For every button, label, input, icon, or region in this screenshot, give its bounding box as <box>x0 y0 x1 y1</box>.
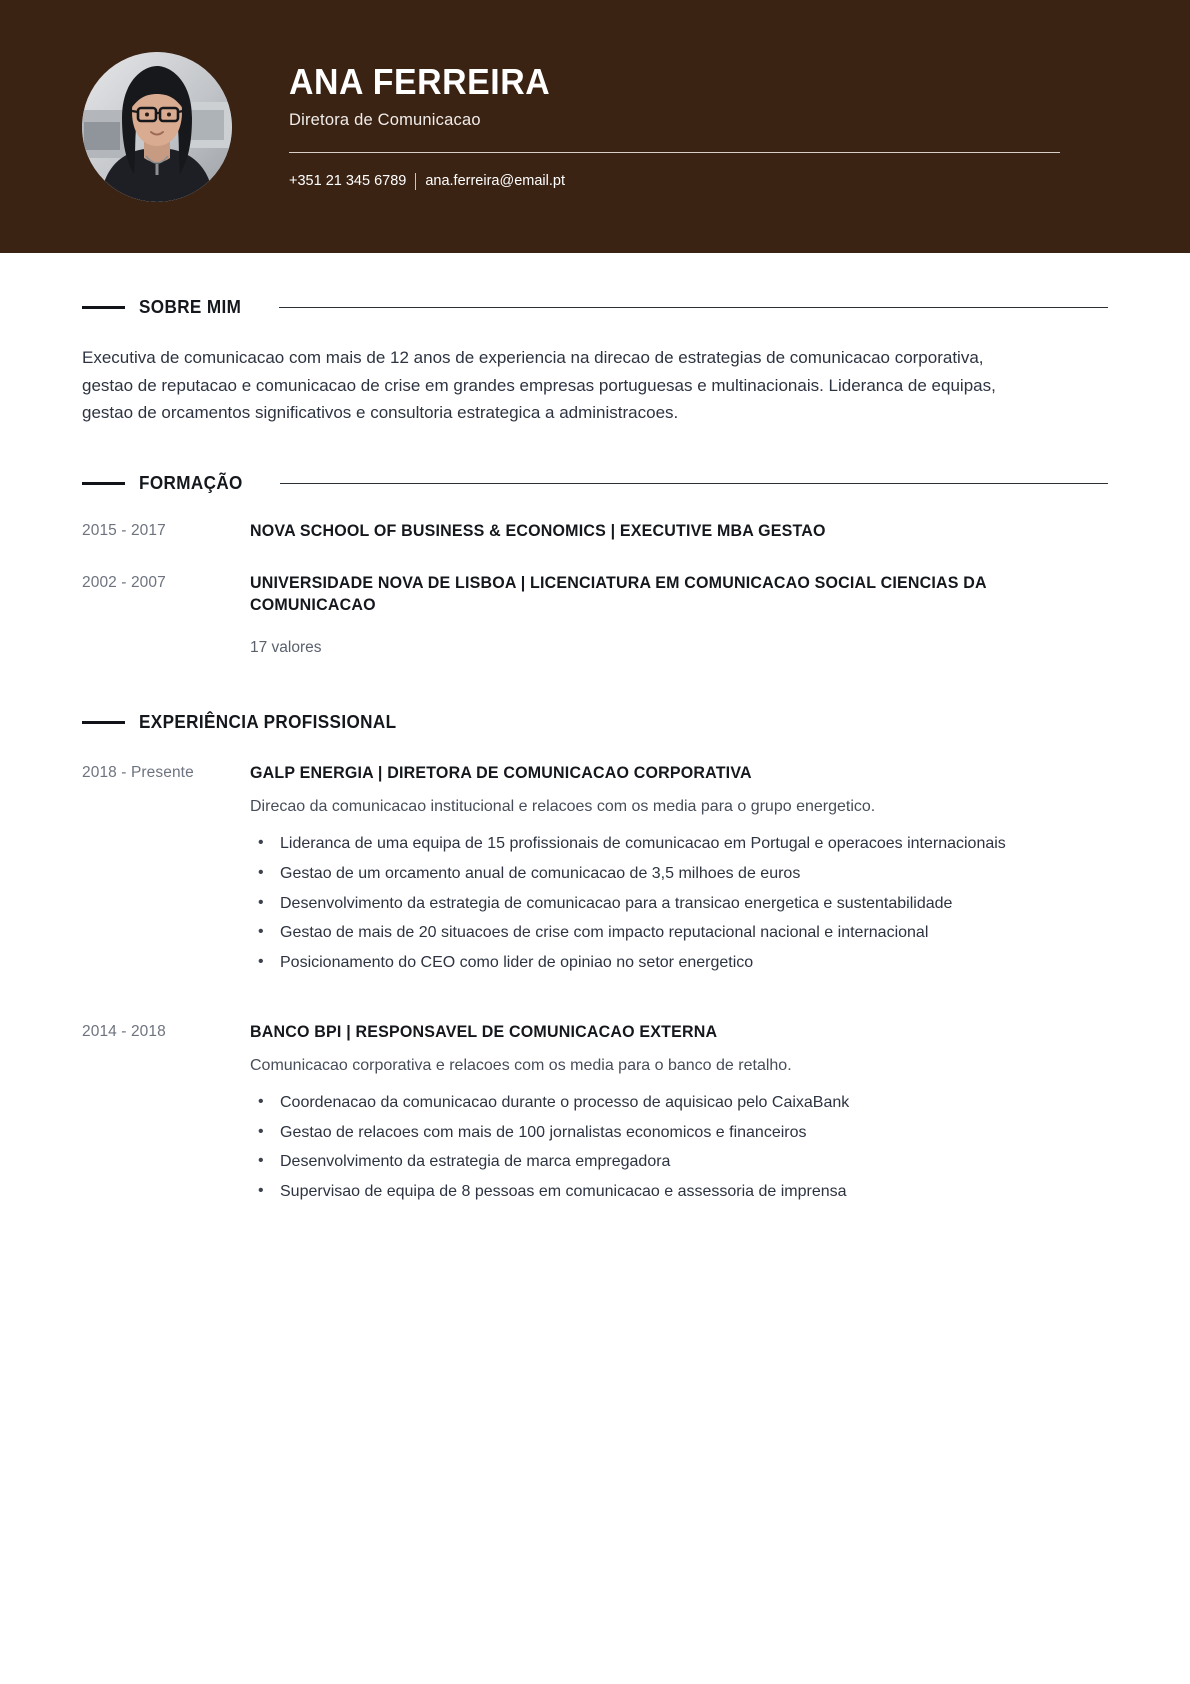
list-item: • Lideranca de uma equipa de 15 profissionais de comunicacao em Portugal e operacoes internacionais <box>250 832 1060 856</box>
education-list <box>82 520 1108 657</box>
experience-title: GALP ENERGIA | DIRETORA DE COMUNICACAO CORPORATIVA <box>250 763 752 782</box>
list-item: • Coordenacao da comunicacao durante o processo de aquisicao pelo CaixaBank <box>250 1091 1060 1115</box>
experience-title: BANCO BPI | RESPONSAVEL DE COMUNICACAO EXTERNA <box>250 1022 718 1041</box>
list-item: • Supervisao de equipa de 8 pessoas em comunicacao e assessoria de imprensa <box>250 1180 1060 1204</box>
experience-item <box>82 1021 1108 1210</box>
email-text: ana.ferreira@email.pt <box>425 173 565 190</box>
list-item: • Gestao de mais de 20 situacoes de crise com impacto reputacional nacional e internacional <box>250 921 1060 945</box>
education-title: NOVA SCHOOL OF BUSINESS & ECONOMICS | EXECUTIVE MBA GESTAO <box>250 521 826 540</box>
about-paragraph: Executiva de comunicacao com mais de 12 anos de experiencia na direcao de estrategias de comunicacao corporativa, gestao de reputacao e comunicacao de crise em grandes empresas portuguesas e multinacionais. Lideranca de equipas, gestao de orcamentos significativos e consultoria estrategica a administracoes. <box>82 348 996 423</box>
page-title: ANA FERREIRA <box>289 61 551 103</box>
section-header-education <box>82 473 1108 494</box>
education-dates: 2015 - 2017 <box>82 521 166 539</box>
section-rule <box>442 722 1108 723</box>
section-title-about: SOBRE MIM <box>139 297 242 317</box>
section-header-about <box>82 297 1108 318</box>
education-note: 17 valores <box>250 638 322 656</box>
phone-text: +351 21 345 6789 <box>289 173 407 190</box>
education-item <box>82 520 1108 542</box>
portrait-photo-icon <box>82 52 232 202</box>
experience-item <box>82 762 1108 981</box>
contact-separator <box>415 173 416 190</box>
experience-bullets <box>250 832 1108 974</box>
job-role: Diretora de Comunicacao <box>289 110 481 129</box>
section-header-experience <box>82 712 1108 733</box>
section-dash-icon <box>82 721 125 724</box>
experience-bullets <box>250 1091 1108 1204</box>
resume-content <box>0 297 1190 1210</box>
section-rule <box>280 483 1108 484</box>
experience-list <box>82 762 1108 1210</box>
list-item: • Desenvolvimento da estrategia de marca empregadora <box>250 1150 1060 1174</box>
header-text-block <box>289 63 1190 190</box>
list-item: • Gestao de um orcamento anual de comunicacao de 3,5 milhoes de euros <box>250 862 1060 886</box>
education-dates: 2002 - 2007 <box>82 574 166 592</box>
resume-header <box>0 0 1190 253</box>
experience-summary: Direcao da comunicacao institucional e relacoes com os media para o grupo energetico. <box>250 798 876 816</box>
experience-dates: 2014 - 2018 <box>82 1022 166 1040</box>
contact-line <box>289 173 1060 190</box>
list-item: • Posicionamento do CEO como lider de opiniao no setor energetico <box>250 951 1060 975</box>
experience-dates: 2018 - Presente <box>82 763 194 781</box>
section-dash-icon <box>82 306 125 309</box>
experience-summary: Comunicacao corporativa e relacoes com os media para o banco de retalho. <box>250 1057 792 1075</box>
section-rule <box>279 307 1108 308</box>
section-title-education: FORMAÇÃO <box>139 472 243 493</box>
education-title: UNIVERSIDADE NOVA DE LISBOA | LICENCIATURA EM COMUNICACAO SOCIAL CIENCIAS DA COMUNICACAO <box>250 574 987 615</box>
section-title-experience: EXPERIÊNCIA PROFISSIONAL <box>139 711 397 732</box>
education-item <box>82 572 1108 657</box>
section-dash-icon <box>82 482 125 485</box>
header-divider <box>289 152 1060 153</box>
avatar <box>82 52 232 202</box>
list-item: • Gestao de relacoes com mais de 100 jornalistas economicos e financeiros <box>250 1121 1060 1145</box>
list-item: • Desenvolvimento da estrategia de comunicacao para a transicao energetica e sustentabilidade <box>250 892 1060 916</box>
